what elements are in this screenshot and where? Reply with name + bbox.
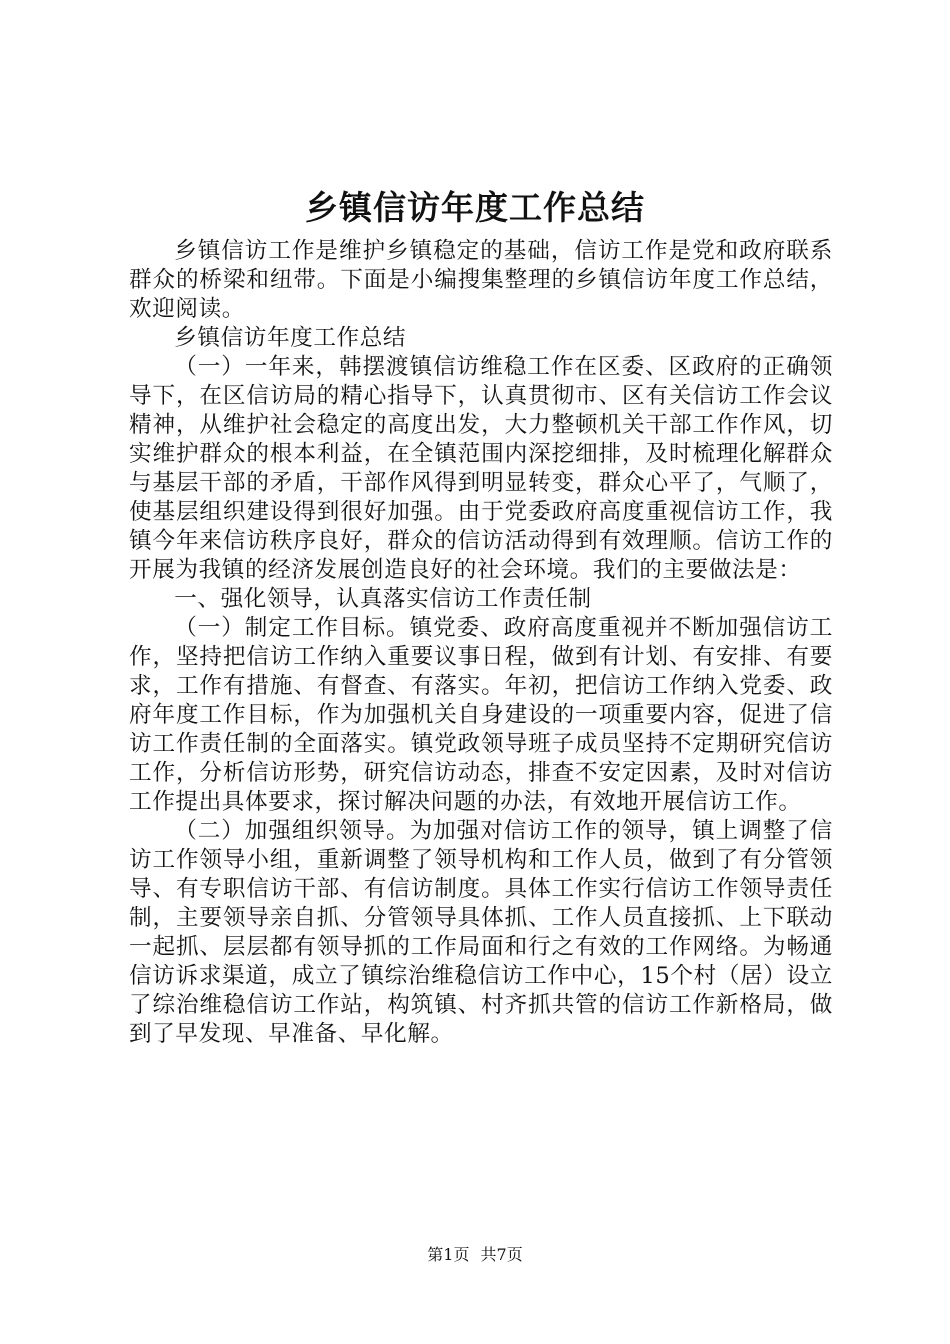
page-number: 第1页: [427, 1245, 470, 1264]
paragraph-overview: （一）一年来，韩摆渡镇信访维稳工作在区委、区政府的正确领导下，在区信访局的精心指导下，认真贯彻市、区有关信访工作会议精神，从维护社会稳定的高度出发，大力整顿机关干部工作作风，切实维护群众的根本利益，在全镇范围内深挖细排，及时梳理化解群众与基层干部的矛盾，干部作风得到明显转变，群众心平了，气顺了，使基层组织建设得到很好加强。由于党委政府高度重视信访工作，我镇今年来信访秩序良好，群众的信访活动得到有效理顺。信访工作的开展为我镇的经济发展创造良好的社会环境。我们的主要做法是：: [129, 354, 833, 583]
document-body: [129, 237, 833, 1049]
page-footer: [0, 1244, 950, 1266]
paragraph-intro: 乡镇信访工作是维护乡镇稳定的基础，信访工作是党和政府联系群众的桥梁和纽带。下面是小编搜集整理的乡镇信访年度工作总结，欢迎阅读。: [129, 238, 833, 322]
page-total: 共7页: [480, 1245, 523, 1264]
paragraph-work-goals: （一）制定工作目标。镇党委、政府高度重视并不断加强信访工作，坚持把信访工作纳入重要议事日程，做到有计划、有安排、有要求，工作有措施、有督查、有落实。年初，把信访工作纳入党委、政府年度工作目标，作为加强机关自身建设的一项重要内容，促进了信访工作责任制的全面落实。镇党政领导班子成员坚持不定期研究信访工作，分析信访形势，研究信访动态，排查不安定因素，及时对信访工作提出具体要求，探讨解决问题的办法，有效地开展信访工作。: [129, 615, 833, 815]
paragraph-subtitle: 乡镇信访年度工作总结: [174, 325, 407, 351]
section-heading: 一、强化领导，认真落实信访工作责任制: [174, 586, 592, 612]
document-title: 乡镇信访年度工作总结: [305, 188, 645, 227]
paragraph-organization: （二）加强组织领导。为加强对信访工作的领导，镇上调整了信访工作领导小组，重新调整了领导机构和工作人员，做到了有分管领导、有专职信访干部、有信访制度。具体工作实行信访工作领导责任制，主要领导亲自抓、分管领导具体抓、工作人员直接抓、上下联动一起抓、层层都有领导抓的工作局面和行之有效的工作网络。为畅通信访诉求渠道，成立了镇综治维稳信访工作中心，15个村（居）设立了综治维稳信访工作站，构筑镇、村齐抓共管的信访工作新格局，做到了早发现、早准备、早化解。: [129, 818, 833, 1047]
